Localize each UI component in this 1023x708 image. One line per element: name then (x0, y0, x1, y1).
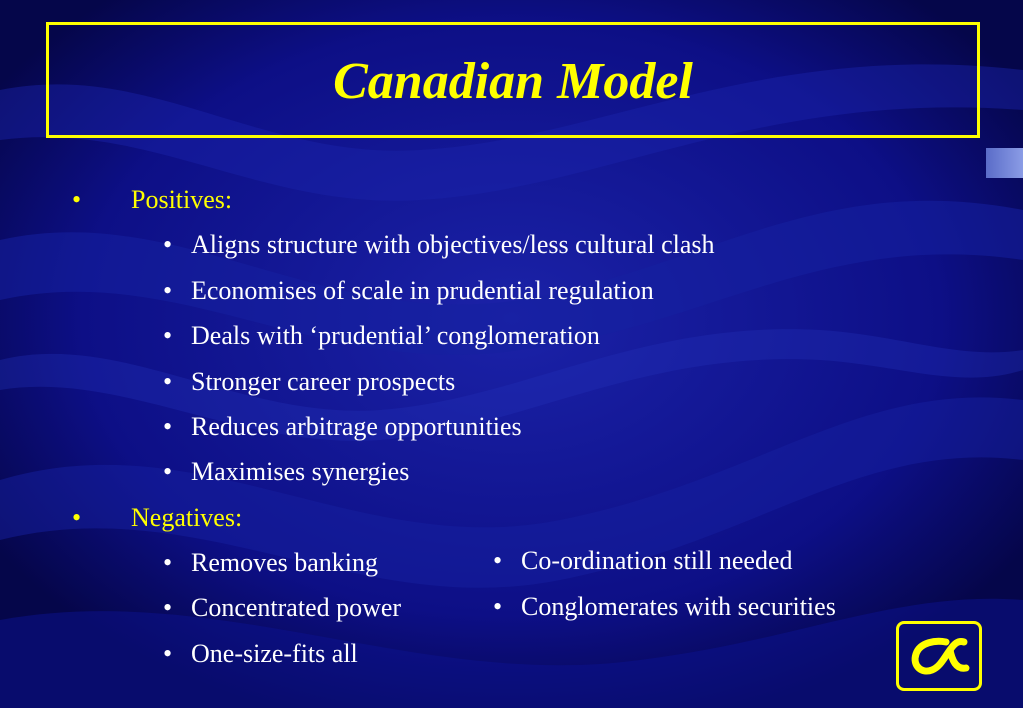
bullet: • (72, 185, 82, 214)
side-tab (986, 148, 1023, 178)
bullet: • (163, 593, 173, 622)
positive-item: Maximises synergies (191, 457, 410, 486)
positives-heading: Positives: (131, 185, 233, 214)
positive-item: Deals with ‘prudential’ conglomeration (191, 321, 600, 350)
title-box (46, 22, 980, 138)
positive-item: Reduces arbitrage opportunities (191, 412, 522, 441)
slide-title: Canadian Model (333, 53, 693, 110)
negative-item: Conglomerates with securities (521, 592, 836, 621)
negative-item: One-size-fits all (191, 639, 358, 668)
bullet: • (163, 457, 173, 486)
alpha-logo-icon (896, 621, 982, 691)
bullet: • (163, 367, 173, 396)
negatives-heading: Negatives: (131, 503, 243, 532)
negative-item: Removes banking (191, 548, 379, 577)
bullet: • (163, 639, 173, 668)
bullet: • (163, 276, 173, 305)
negative-item: Co-ordination still needed (521, 546, 793, 575)
positive-item: Economises of scale in prudential regulation (191, 276, 654, 305)
bullet: • (493, 592, 503, 621)
positive-item: Aligns structure with objectives/less cultural clash (191, 230, 715, 259)
bullet: • (163, 412, 173, 441)
positive-item: Stronger career prospects (191, 367, 456, 396)
bullet: • (163, 548, 173, 577)
bullet: • (72, 503, 82, 532)
bullet: • (163, 230, 173, 259)
bullet: • (163, 321, 173, 350)
bullet: • (493, 546, 503, 575)
negative-item: Concentrated power (191, 593, 402, 622)
